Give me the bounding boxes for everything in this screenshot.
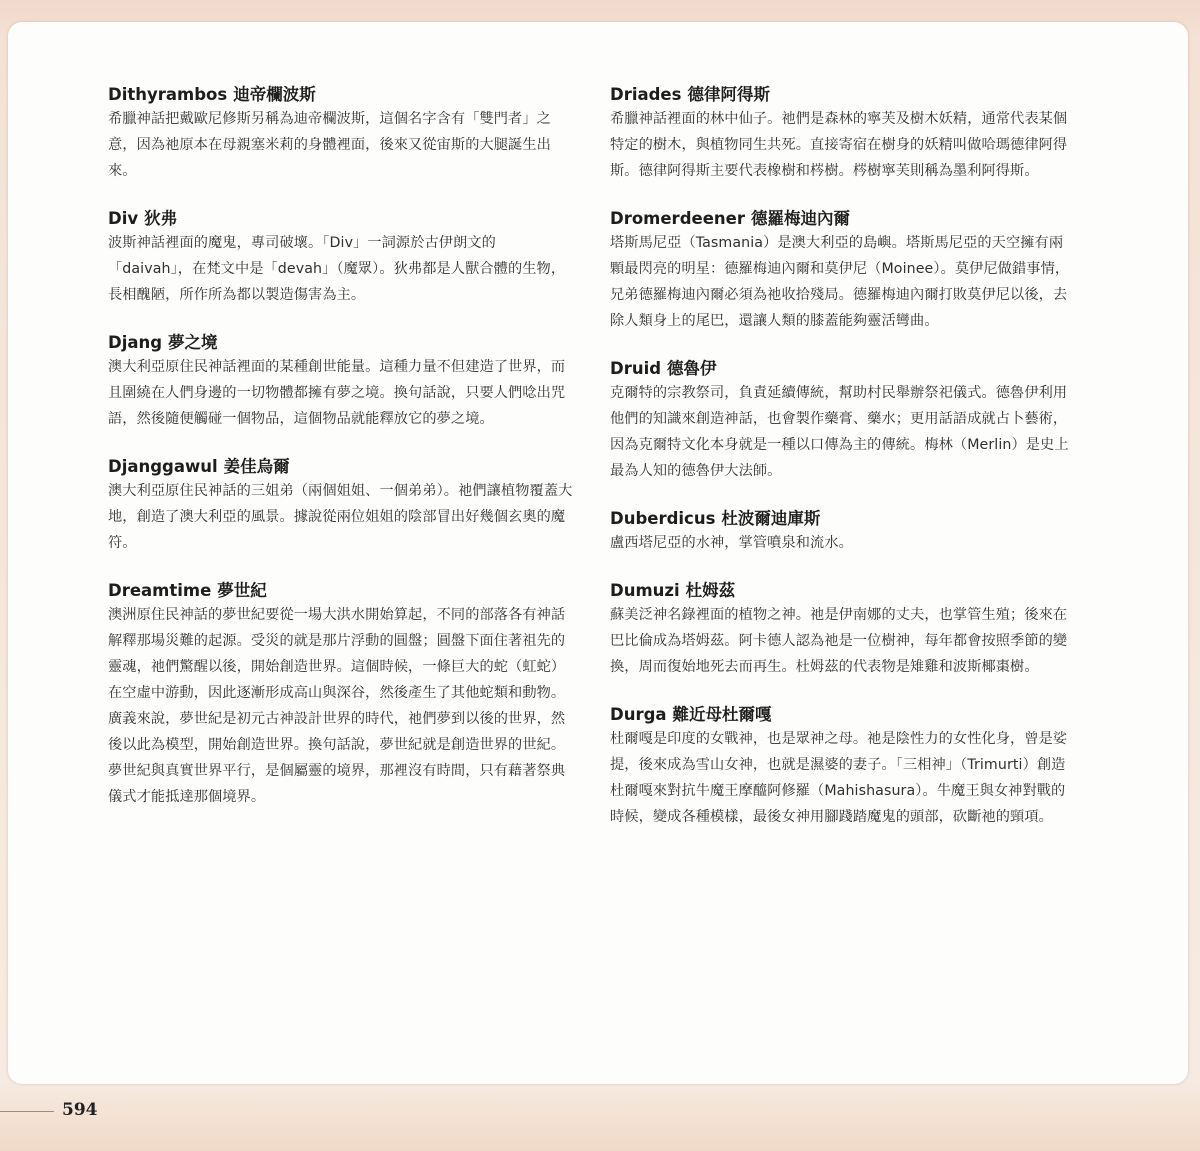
entry-heading	[610, 704, 1076, 726]
entry-heading	[610, 84, 1076, 106]
glossary-entry	[108, 580, 574, 810]
entry-heading	[108, 208, 574, 230]
entry-term-chinese: 杜波爾迪庫斯	[721, 509, 821, 528]
entry-body	[610, 106, 1076, 184]
entry-paragraph: 克爾特的宗教祭司，負責延續傳統，幫助村民舉辦祭祀儀式。德魯伊利用他們的知識來創造神話，也會製作藥膏、藥水；更用話語成就占卜藝術，因為克爾特文化本身就是一種以口傳為主的傳統。梅林（Merlin）是史上最為人知的德魯伊大法師。	[610, 385, 1069, 479]
glossary-entry	[610, 580, 1076, 680]
entry-gap	[610, 334, 1076, 358]
entry-paragraph: 希臘神話把戴歐尼修斯另稱為迪帝欄波斯，這個名字含有「雙門者」之意，因為祂原本在母親塞米莉的身體裡面，後來又從宙斯的大腿誕生出來。	[108, 111, 551, 179]
entry-body	[108, 106, 574, 184]
entry-body	[610, 530, 1076, 556]
entry-paragraph: 盧西塔尼亞的水神，掌管噴泉和流水。	[610, 535, 853, 551]
entry-body	[108, 354, 574, 432]
entry-paragraph: 廣義來說，夢世紀是初元古神設計世界的時代，祂們夢到以後的世界，然後以此為模型，開始創造世界。換句話說，夢世紀就是創造世界的世紀。夢世紀與真實世界平行，是個屬靈的境界，那裡沒有時間，只有藉著祭典儀式才能抵達那個境界。	[108, 711, 566, 805]
entry-term-chinese: 姜佳烏爾	[223, 457, 290, 476]
entry-term-english: Driades	[610, 85, 682, 104]
entry-term-chinese: 杜姆茲	[685, 581, 736, 600]
glossary-entry	[610, 84, 1076, 184]
entry-paragraph: 波斯神話裡面的魔鬼，專司破壞。「Div」一詞源於古伊朗文的「daivah」，在梵文中是「devah」（魔眾）。狄弗都是人獸合體的生物，長相醜陋，所作所為都以製造傷害為主。	[108, 235, 566, 303]
entry-gap	[108, 184, 574, 208]
entry-term-chinese: 難近母杜爾嘎	[672, 705, 772, 724]
entry-term-chinese: 夢之境	[168, 333, 218, 352]
entry-gap	[610, 680, 1076, 704]
entry-paragraph: 希臘神話裡面的林中仙子。祂們是森林的寧芙及樹木妖精，通常代表某個特定的樹木，與植物同生共死。直接寄宿在樹身的妖精叫做哈瑪德律阿得斯。德律阿得斯主要代表橡樹和梣樹。梣樹寧芙則稱為墨利阿得斯。	[610, 111, 1068, 179]
entry-heading	[610, 508, 1076, 530]
entry-term-english: Duberdicus	[610, 509, 716, 528]
entry-body	[610, 230, 1076, 334]
entry-gap	[610, 484, 1076, 508]
entry-term-english: Dromerdeener	[610, 209, 745, 228]
entry-paragraph: 澳洲原住民神話的夢世紀要從一場大洪水開始算起，不同的部落各有神話解釋那場災難的起源。受災的就是那片浮動的圓盤；圓盤下面住著祖先的靈魂，祂們驚醒以後，開始創造世界。這個時候，一條巨大的蛇（虹蛇）在空虛中游動，因此逐漸形成高山與深谷，然後產生了其他蛇類和動物。	[108, 607, 566, 701]
glossary-entry	[610, 358, 1076, 484]
entry-gap	[610, 556, 1076, 580]
entry-paragraph: 澳大利亞原住民神話的三姐弟（兩個姐姐、一個弟弟）。祂們讓植物覆蓋大地，創造了澳大利亞的風景。據說從兩位姐姐的陰部冒出好幾個玄奧的魔符。	[108, 483, 573, 551]
entry-heading	[108, 456, 574, 478]
entry-gap	[610, 184, 1076, 208]
entry-term-english: Druid	[610, 359, 662, 378]
entry-heading	[610, 208, 1076, 230]
entry-heading	[610, 580, 1076, 602]
left-column	[108, 84, 574, 810]
entry-heading	[610, 358, 1076, 380]
glossary-entry	[610, 704, 1076, 830]
entry-gap	[108, 432, 574, 456]
entry-body	[610, 380, 1076, 484]
entry-term-chinese: 德律阿得斯	[687, 85, 770, 104]
entry-term-chinese: 夢世紀	[217, 581, 267, 600]
entry-body	[108, 230, 574, 308]
footer-rule	[0, 1111, 54, 1112]
glossary-entry	[108, 456, 574, 556]
entry-heading	[108, 332, 574, 354]
entry-paragraph: 蘇美泛神名錄裡面的植物之神。祂是伊南娜的丈夫，也掌管生殖；後來在巴比倫成為塔姆茲。阿卡德人認為祂是一位樹神，每年都會按照季節的變換，周而復始地死去而再生。杜姆茲的代表物是雉雞和波斯椰棗樹。	[610, 607, 1068, 675]
entry-term-english: Dithyrambos	[108, 85, 228, 104]
entry-term-chinese: 狄弗	[144, 209, 178, 228]
entry-term-chinese: 德魯伊	[667, 359, 717, 378]
right-column	[610, 84, 1076, 830]
glossary-entry	[610, 508, 1076, 556]
entry-body	[610, 602, 1076, 680]
entry-paragraph: 澳大利亞原住民神話裡面的某種創世能量。這種力量不但建造了世界，而且圍繞在人們身邊的一切物體都擁有夢之境。換句話說，只要人們唸出咒語，然後隨便觸碰一個物品，這個物品就能釋放它的夢之境。	[108, 359, 566, 427]
entry-gap	[108, 556, 574, 580]
entry-body	[610, 726, 1076, 830]
entry-body	[108, 602, 574, 810]
entry-heading	[108, 84, 574, 106]
entry-term-english: Dumuzi	[610, 581, 680, 600]
entry-term-chinese: 迪帝欄波斯	[233, 85, 316, 104]
glossary-entry	[108, 84, 574, 184]
page-number: 594	[62, 1100, 98, 1120]
entry-paragraph: 塔斯馬尼亞（Tasmania）是澳大利亞的島嶼。塔斯馬尼亞的天空擁有兩顆最閃亮的明星：德羅梅迪內爾和莫伊尼（Moinee）。莫伊尼做錯事情，兄弟德羅梅迪內爾必須為祂收拾殘局。德羅梅迪內爾打敗莫伊尼以後，去除人類身上的尾巴，還讓人類的膝蓋能夠靈活彎曲。	[610, 235, 1070, 329]
entry-term-chinese: 德羅梅迪內爾	[750, 209, 850, 228]
glossary-entry	[610, 208, 1076, 334]
glossary-entry	[108, 208, 574, 308]
entry-term-english: Div	[108, 209, 139, 228]
entry-term-english: Durga	[610, 705, 667, 724]
entry-gap	[108, 308, 574, 332]
glossary-entry	[108, 332, 574, 432]
entry-term-english: Djanggawul	[108, 457, 218, 476]
entry-paragraph: 杜爾嘎是印度的女戰神，也是眾神之母。祂是陰性力的女性化身，曾是娑提，後來成為雪山女神，也就是濕婆的妻子。「三相神」（Trimurti）創造杜爾嘎來對抗牛魔王摩醯阿修羅（Mahishasura）。牛魔王與女神對戰的時候，變成各種模樣，最後女神用腳踐踏魔鬼的頭部，砍斷祂的頸項。	[610, 731, 1068, 825]
entry-body	[108, 478, 574, 556]
entry-term-english: Djang	[108, 333, 163, 352]
entry-term-english: Dreamtime	[108, 581, 212, 600]
entry-heading	[108, 580, 574, 602]
